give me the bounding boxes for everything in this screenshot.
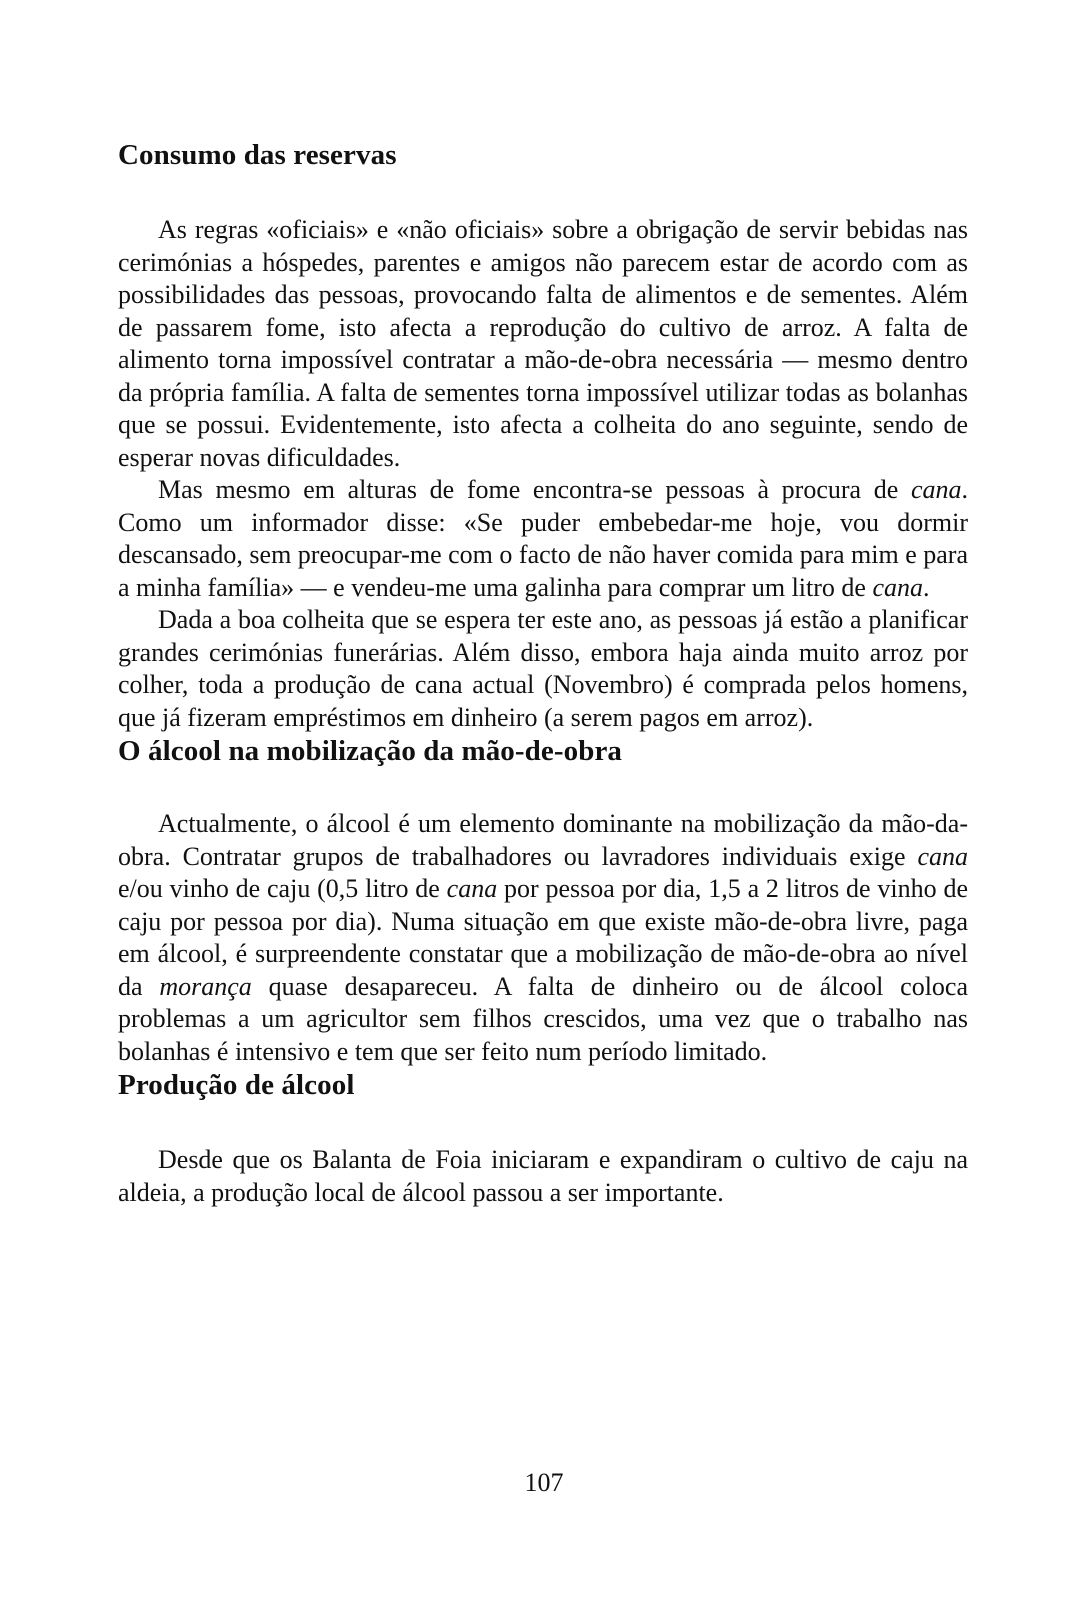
italic-term: cana	[446, 874, 498, 903]
section-body-alcool-mobilizacao	[118, 808, 968, 1068]
text-run: As regras «oficiais» e «não oficiais» sobre a obrigação de servir bebidas nas cerimónias a hóspedes, parentes e amigos não parecem estar de acordo com as possibilidades das pessoas, provocando falta de alimentos e de sementes. Além de passarem fome, isto afecta a reprodução do cultivo de arroz. A falta de alimento torna impossível contratar a mão-de-obra necessária — mesmo dentro da própria família. A falta de sementes torna impossível utilizar todas as bolanhas que se possui. Evidentemente, isto afecta a colheita do ano seguinte, sendo de esperar novas dificuldades.	[118, 215, 968, 472]
paragraph	[118, 1144, 968, 1209]
text-run: Actualmente, o álcool é um elemento dominante na mobilização da mão-da-obra. Contratar grupos de trabalhadores ou lavradores individuais exige	[118, 809, 968, 871]
text-run: por pessoa por dia, 1,5 a 2 litros de vinho de caju por pessoa por dia). Numa situação em que existe mão-de-obra livre, paga em álcool, é surpreendente constatar que a mobilização de mão-de-obra ao nível da	[118, 874, 968, 1001]
section-title-consumo: Consumo das reservas	[118, 139, 397, 171]
section-title-producao: Produção de álcool	[118, 1069, 355, 1101]
text-run: Desde que os Balanta de Foia iniciaram e expandiram o cultivo de caju na aldeia, a produção local de álcool passou a ser importante.	[118, 1145, 968, 1207]
section-body-producao	[118, 1144, 968, 1209]
text-run: . Como um informador disse: «Se puder embebedar-me hoje, vou dormir descansado, sem preocupar-me com o facto de não haver comida para mim e para a minha família» — e vendeu-me uma galinha para comprar um litro de	[118, 475, 968, 602]
paragraph	[118, 808, 968, 1068]
paragraph	[118, 474, 968, 604]
page-number: 107	[524, 1468, 564, 1497]
italic-term: cana	[917, 841, 968, 871]
section-title-alcool-mobilizacao: O álcool na mobilização da mão-de-obra	[118, 735, 623, 767]
text-run: quase desapareceu. A falta de dinheiro ou de álcool coloca problemas a um agricultor sem filhos crescidos, uma vez que o trabalho nas bolanhas é intensivo e tem que ser feito num período limitado.	[118, 971, 968, 1066]
italic-term: cana	[910, 475, 962, 504]
paragraph	[118, 214, 968, 474]
italic-term: cana	[872, 572, 923, 602]
italic-term: morança	[159, 971, 252, 1001]
page-body	[118, 138, 968, 1209]
text-run: e/ou vinho de caju (0,5 litro de	[118, 874, 447, 903]
text-run: Dada a boa colheita que se espera ter este ano, as pessoas já estão a planificar grandes cerimónias funerárias. Além disso, embora haja ainda muito arroz por colher, toda a produção de cana actual (Novembro) é comprada pelos homens, que já fizeram empréstimos em dinheiro (a serem pagos em arroz).	[118, 605, 968, 732]
text-run: .	[923, 572, 930, 602]
section-body-consumo	[118, 214, 968, 734]
text-run: Mas mesmo em alturas de fome encontra-se pessoas à procura de	[158, 475, 911, 504]
paragraph	[118, 604, 968, 734]
